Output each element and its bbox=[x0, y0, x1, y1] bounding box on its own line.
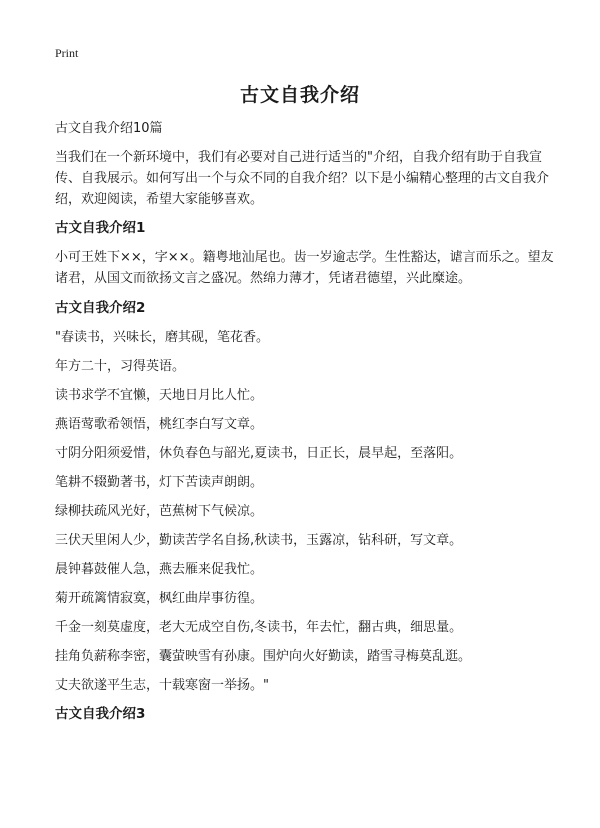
print-label: Print bbox=[55, 46, 79, 60]
poem-line: 菊开疏篱情寂寞，枫红曲岸事彷徨。 bbox=[55, 591, 264, 606]
poem-line: "春读书，兴味长，磨其砚，笔花香。 bbox=[55, 330, 269, 345]
poem-line: 千金一刻莫虚度，老大无成空自伤,冬读书，年去忙，翻古典，细思量。 bbox=[55, 620, 463, 635]
poem-line: 燕语莺歌希领悟，桃红李白写文章。 bbox=[55, 417, 264, 432]
intro-paragraph: 当我们在一个新环境中，我们有必要对自己进行适当的"介绍，自我介绍有助于自我宣传、自我展示。如何写出一个与众不同的自我介绍？以下是小编精心整理的古文自我介绍，欢迎阅读，希望大家能够喜欢。 bbox=[55, 150, 550, 207]
section-heading-3: 古文自我介绍3 bbox=[55, 706, 146, 722]
document-title: 古文自我介绍 bbox=[239, 84, 360, 106]
poem-line: 绿柳扶疏风光好，芭蕉树下气候凉。 bbox=[55, 504, 264, 519]
poem-line: 寸阴分阳须爱惜，休负春色与韶光,夏读书，日正长，晨早起，至落阳。 bbox=[55, 446, 463, 461]
poem-line: 三伏天里闲人少，勤读苦学名自扬,秋读书，玉露凉，钻科研，写文章。 bbox=[55, 533, 463, 548]
poem-line: 丈夫欲遂平生志，十载寒窗一举扬。" bbox=[55, 678, 269, 693]
poem-line: 笔耕不辍勤著书，灯下苦读声朗朗。 bbox=[55, 475, 264, 490]
poem-line: 晨钟暮鼓催人急，燕去雁来促我忙。 bbox=[55, 562, 264, 577]
document-body bbox=[55, 118, 555, 733]
section-heading-2: 古文自我介绍2 bbox=[55, 300, 146, 316]
section-heading-1: 古文自我介绍1 bbox=[55, 220, 146, 236]
document-subtitle: 古文自我介绍10篇 bbox=[55, 121, 163, 136]
poem-line: 挂角负薪称李密，囊萤映雪有孙康。围炉向火好勤读，踏雪寻梅莫乱逛。 bbox=[55, 649, 472, 664]
poem-line: 读书求学不宜懒，天地日月比人忙。 bbox=[55, 388, 264, 403]
poem-line: 年方二十，习得英语。 bbox=[55, 359, 186, 374]
section-1-paragraph: 小可王姓下××，字××。籍粤地汕尾也。齿一岁逾志学。生性豁达，谑言而乐之。望友诸君，从国文而欲扬文言之盛况。然绵力薄才，凭诸君德望，兴此糜途。 bbox=[55, 250, 554, 286]
